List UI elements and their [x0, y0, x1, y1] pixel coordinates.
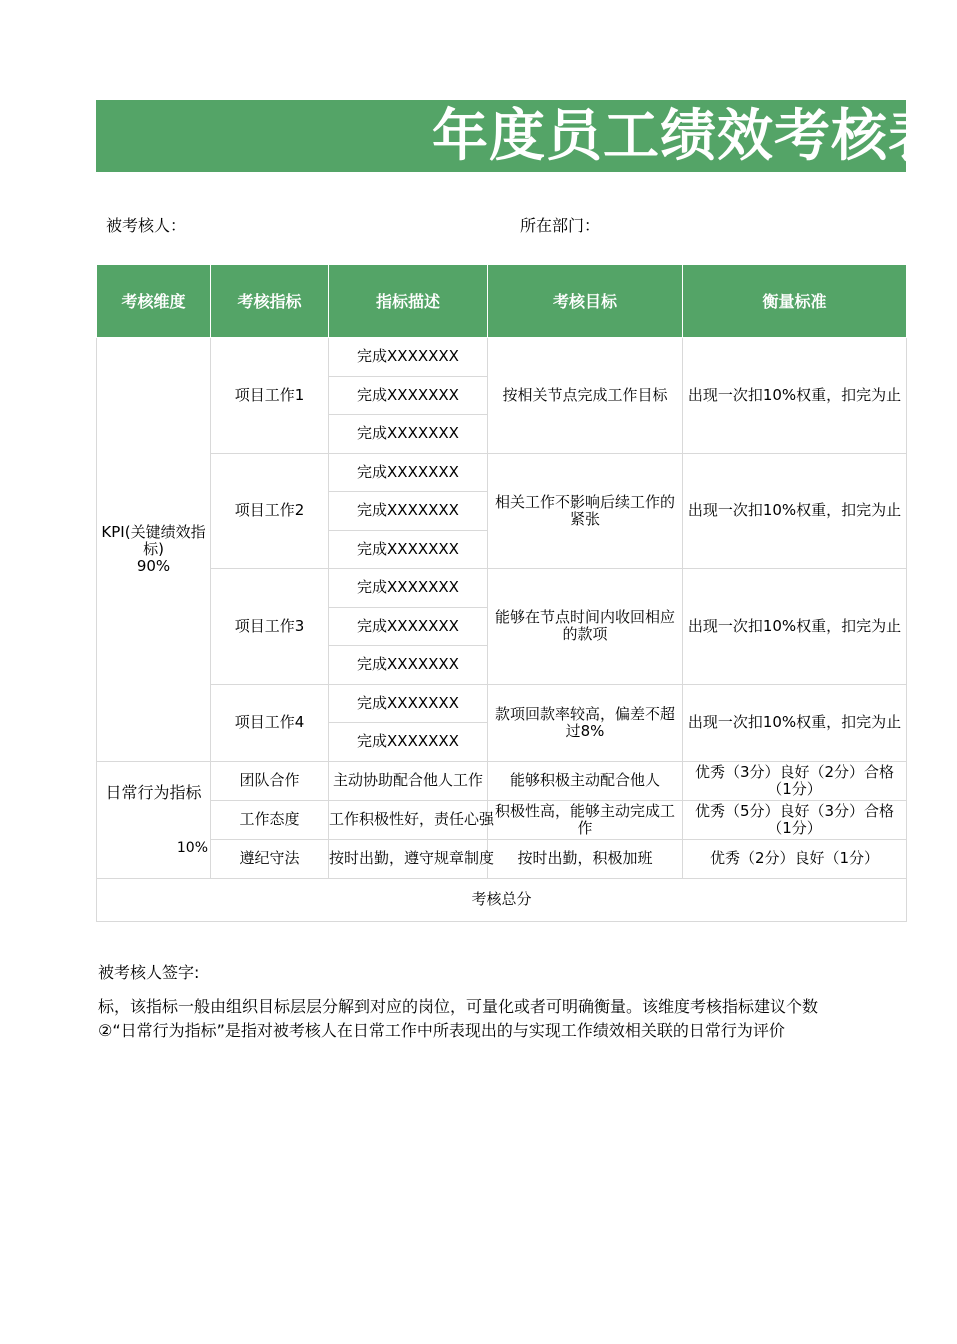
description-cell[interactable]: 完成XXXXXXX	[329, 684, 488, 723]
title-banner	[96, 100, 945, 172]
description-cell[interactable]: 按时出勤，遵守规章制度	[329, 839, 488, 878]
standard-cell[interactable]: 优秀（5分）良好（3分）合格（1分）	[683, 800, 907, 839]
description-cell[interactable]: 完成XXXXXXX	[329, 415, 488, 454]
description-cell[interactable]: 完成XXXXXXX	[329, 530, 488, 569]
standard-cell[interactable]: 优秀（2分）良好（1分）	[683, 839, 907, 878]
description-cell[interactable]: 完成XXXXXXX	[329, 376, 488, 415]
indicator-cell[interactable]: 项目工作4	[211, 684, 329, 761]
total-row	[97, 878, 907, 921]
department-label: 所在部门：	[520, 216, 601, 235]
kpi-weight: 90%	[136, 556, 171, 575]
table-row	[97, 338, 907, 377]
description-cell[interactable]: 完成XXXXXXX	[329, 607, 488, 646]
target-cell[interactable]: 款项回款率较高，偏差不超过8%	[488, 684, 683, 761]
kpi-dimension-cell[interactable]	[97, 338, 211, 762]
page-title: 年度员工绩效考核表	[432, 104, 945, 169]
table-row	[97, 800, 907, 839]
assessment-table-viewport	[96, 264, 902, 934]
indicator-cell[interactable]: 遵纪守法	[211, 839, 329, 878]
target-cell[interactable]: 积极性高，能够主动完成工作	[488, 800, 683, 839]
indicator-cell[interactable]: 项目工作3	[211, 569, 329, 685]
target-cell[interactable]: 按相关节点完成工作目标	[488, 338, 683, 454]
header-indicator: 考核指标	[211, 265, 329, 338]
description-cell[interactable]: 完成XXXXXXX	[329, 338, 488, 377]
table-row	[97, 839, 907, 878]
target-cell[interactable]: 按时出勤，积极加班	[488, 839, 683, 878]
daily-dimension-label: 日常行为指标	[105, 782, 202, 802]
assessment-table	[96, 264, 907, 922]
table-header-row	[97, 265, 907, 338]
standard-cell[interactable]: 出现一次扣10%权重，扣完为止	[683, 338, 907, 454]
description-cell[interactable]: 完成XXXXXXX	[329, 492, 488, 531]
daily-weight: 10%	[176, 839, 208, 856]
note-line-2: ②“日常行为指标”是指对被考核人在日常工作中所表现出的与实现工作绩效相关联的日常行为评价	[98, 1021, 785, 1040]
kpi-dimension-label: KPI(关键绩效指标)	[101, 522, 206, 558]
table-row	[97, 761, 907, 800]
standard-cell[interactable]: 出现一次扣10%权重，扣完为止	[683, 453, 907, 569]
header-standard: 衡量标准	[683, 265, 907, 338]
standard-cell[interactable]: 出现一次扣10%权重，扣完为止	[683, 569, 907, 685]
header-target: 考核目标	[488, 265, 683, 338]
standard-cell[interactable]: 出现一次扣10%权重，扣完为止	[683, 684, 907, 761]
table-row	[97, 684, 907, 723]
standard-cell[interactable]: 优秀（3分）良好（2分）合格（1分）	[683, 761, 907, 800]
description-cell[interactable]: 完成XXXXXXX	[329, 453, 488, 492]
description-cell[interactable]: 主动协助配合他人工作	[329, 761, 488, 800]
target-cell[interactable]: 能够在节点时间内收回相应的款项	[488, 569, 683, 685]
signature-label: 被考核人签字:	[98, 963, 200, 982]
indicator-cell[interactable]: 项目工作1	[211, 338, 329, 454]
description-cell[interactable]: 工作积极性好，责任心强	[329, 800, 488, 839]
indicator-cell[interactable]: 工作态度	[211, 800, 329, 839]
note-line-1	[98, 997, 860, 1016]
target-cell[interactable]: 相关工作不影响后续工作的紧张	[488, 453, 683, 569]
assessee-label: 被考核人：	[106, 216, 187, 235]
total-score-cell[interactable]: 考核总分	[97, 878, 907, 921]
indicator-cell[interactable]: 团队合作	[211, 761, 329, 800]
note-line-1-text: 标，该指标一般由组织目标层层分解到对应的岗位，可量化或者可明确衡量。该维度考核指标建议个数	[98, 997, 819, 1016]
header-dimension: 考核维度	[97, 265, 211, 338]
table-row	[97, 569, 907, 608]
daily-dimension-cell[interactable]	[97, 761, 211, 878]
description-cell[interactable]: 完成XXXXXXX	[329, 646, 488, 685]
indicator-cell[interactable]: 项目工作2	[211, 453, 329, 569]
table-row	[97, 453, 907, 492]
description-cell[interactable]: 完成XXXXXXX	[329, 723, 488, 762]
description-cell[interactable]: 完成XXXXXXX	[329, 569, 488, 608]
header-description: 指标描述	[329, 265, 488, 338]
target-cell[interactable]: 能够积极主动配合他人	[488, 761, 683, 800]
